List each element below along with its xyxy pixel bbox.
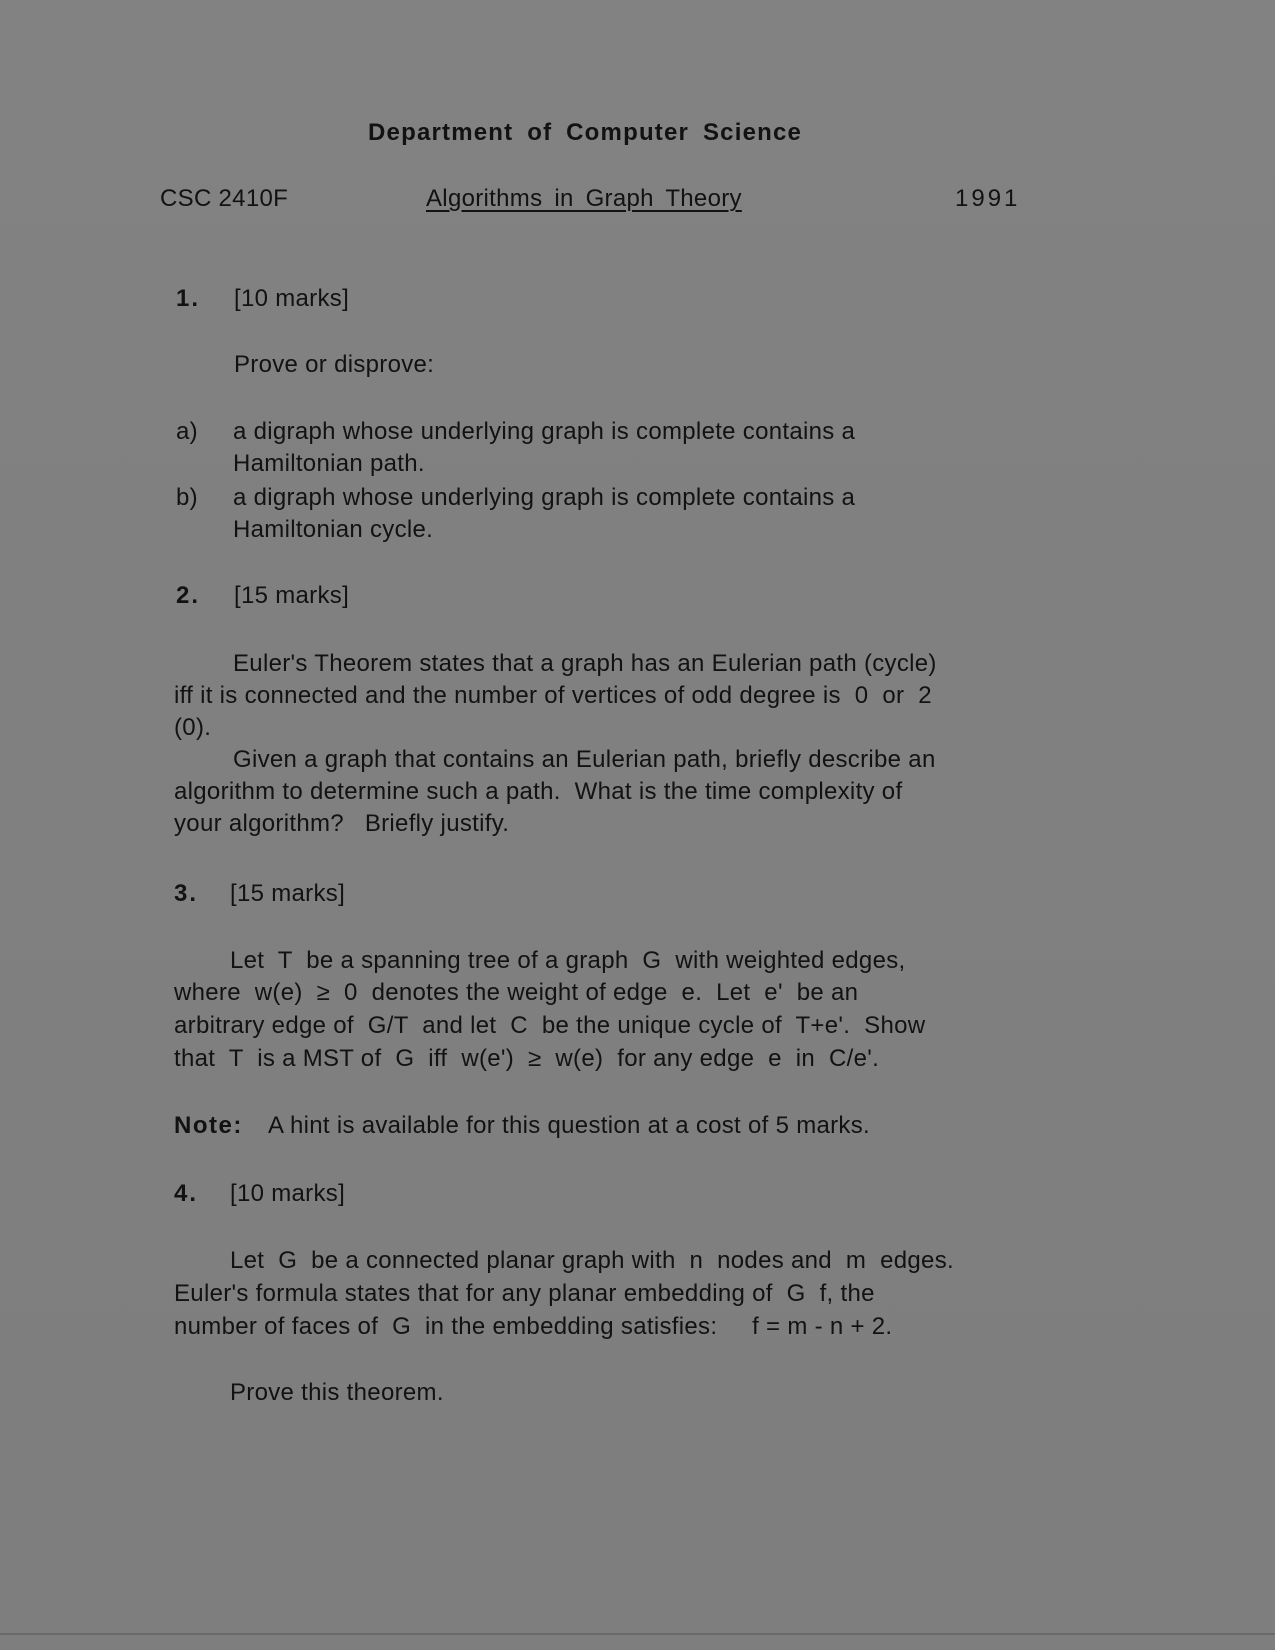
question-4-text-line-2: Euler's formula states that for any planar embedding of G f, the bbox=[174, 1280, 875, 1307]
question-3-text-line-3: arbitrary edge of G/T and let C be the unique cycle of T+e'. Show bbox=[174, 1012, 926, 1039]
question-2-text-line-5: algorithm to determine such a path. What is the time complexity of bbox=[174, 778, 903, 805]
question-1-part-a-text-cont: Hamiltonian path. bbox=[233, 450, 425, 477]
question-2-text-line-4: Given a graph that contains an Eulerian path, briefly describe an bbox=[233, 746, 936, 773]
question-2-number: 2. bbox=[176, 582, 201, 609]
question-4-instruction: Prove this theorem. bbox=[230, 1379, 444, 1406]
question-1-part-a-text: a digraph whose underlying graph is complete contains a bbox=[233, 418, 856, 445]
question-2-marks: [15 marks] bbox=[234, 582, 350, 609]
question-1-marks: [10 marks] bbox=[234, 285, 350, 312]
question-3-marks: [15 marks] bbox=[230, 880, 346, 907]
course-year: 1991 bbox=[955, 185, 1021, 212]
question-1-part-b-text-cont: Hamiltonian cycle. bbox=[233, 516, 434, 543]
question-3-text-line-1: Let T be a spanning tree of a graph G with weighted edges, bbox=[230, 947, 906, 974]
question-1-part-a-label: a) bbox=[176, 418, 198, 445]
question-3-note-label: Note: bbox=[174, 1112, 243, 1139]
question-4-text-line-1: Let G be a connected planar graph with n nodes and m edges. bbox=[230, 1247, 954, 1274]
course-title: Algorithms in Graph Theory bbox=[426, 185, 742, 212]
question-2-text-line-2: iff it is connected and the number of vertices of odd degree is 0 or 2 bbox=[174, 682, 932, 709]
question-1-number: 1. bbox=[176, 285, 201, 312]
question-3-text-line-2: where w(e) ≥ 0 denotes the weight of edge e. Let e' be an bbox=[174, 979, 859, 1006]
page-bottom-edge bbox=[0, 1633, 1275, 1635]
question-4-marks: [10 marks] bbox=[230, 1180, 346, 1207]
question-4-number: 4. bbox=[174, 1180, 199, 1207]
question-2-text-line-3: (0). bbox=[174, 714, 212, 741]
question-3-text-line-4: that T is a MST of G iff w(e') ≥ w(e) for any edge e in C/e'. bbox=[174, 1045, 880, 1072]
department-heading: Department of Computer Science bbox=[368, 119, 803, 146]
question-2-text-line-6: your algorithm? Briefly justify. bbox=[174, 810, 510, 837]
question-4-text-line-3: number of faces of G in the embedding satisfies: f = m - n + 2. bbox=[174, 1313, 893, 1340]
question-2-text-line-1: Euler's Theorem states that a graph has an Eulerian path (cycle) bbox=[233, 650, 937, 677]
question-1-part-b-text: a digraph whose underlying graph is complete contains a bbox=[233, 484, 856, 511]
question-3-note-text: A hint is available for this question at a cost of 5 marks. bbox=[268, 1112, 870, 1139]
course-code: CSC 2410F bbox=[160, 185, 289, 212]
question-1-part-b-label: b) bbox=[176, 484, 198, 511]
question-1-instruction: Prove or disprove: bbox=[234, 351, 435, 378]
question-3-number: 3. bbox=[174, 880, 199, 907]
